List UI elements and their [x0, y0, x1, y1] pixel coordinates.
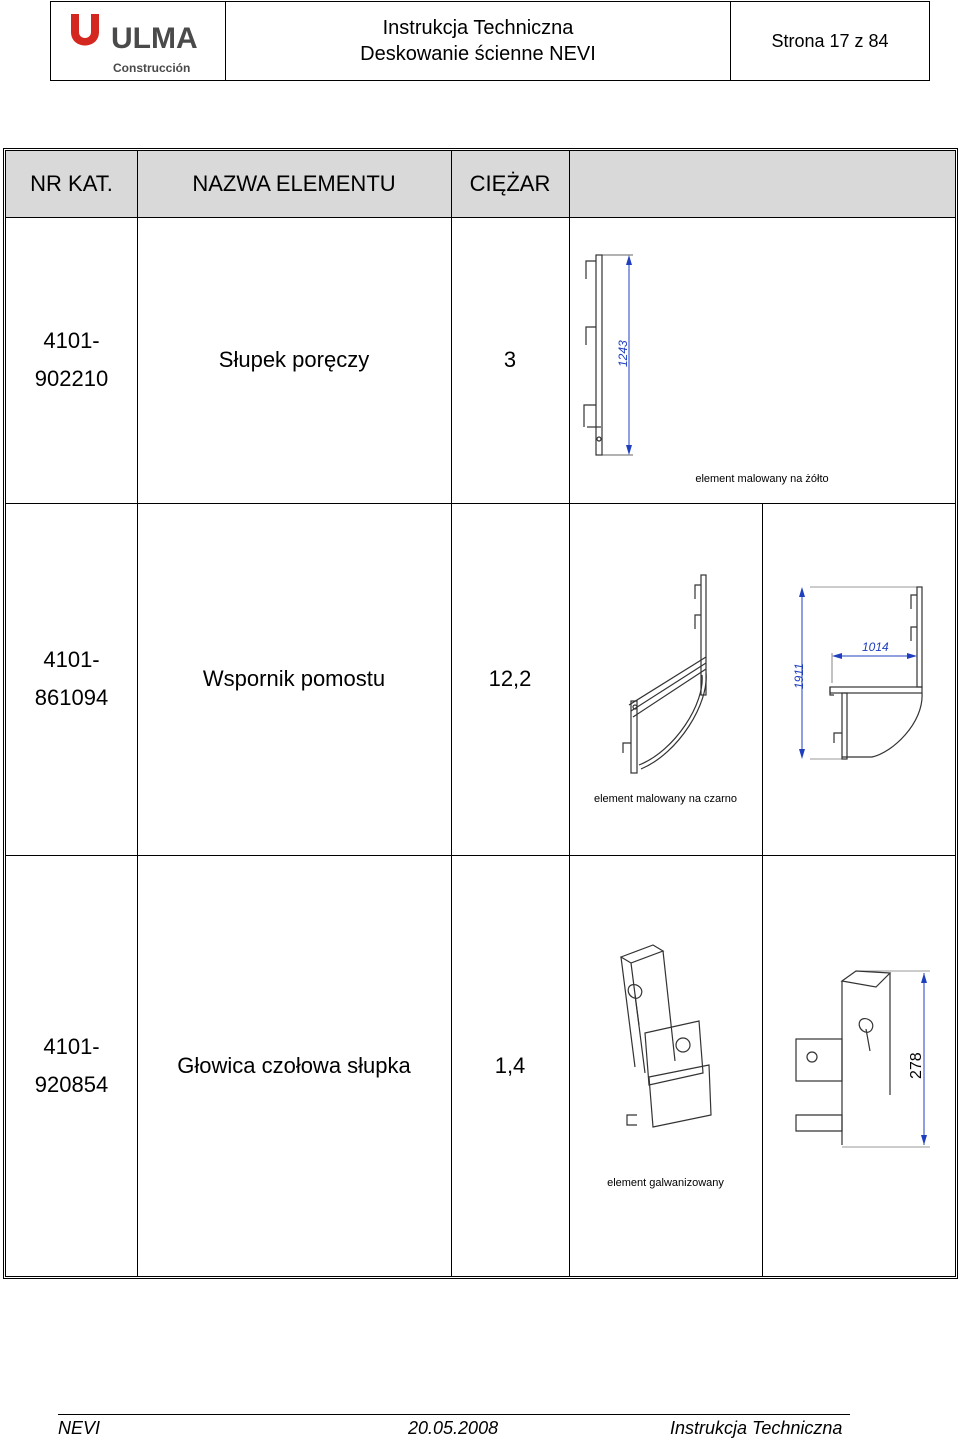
railing-post-drawing	[569, 217, 955, 503]
svg-text:Construcción: Construcción	[113, 61, 191, 75]
table-row-2-name: Wspornik pomostu	[202, 666, 386, 691]
document-title	[226, 2, 731, 80]
dimension-height: 1243	[616, 340, 630, 367]
footer-divider	[58, 1414, 850, 1415]
svg-text:ULMA: ULMA	[111, 22, 198, 55]
catalog-line-2: 902210	[34, 366, 109, 391]
dimension-height: 1911	[792, 663, 806, 689]
post-head-side-drawing	[762, 855, 955, 1175]
catalog-line-2: 861094	[34, 685, 109, 710]
post-head-iso-drawing	[569, 855, 762, 1175]
ulma-logo-icon	[51, 2, 223, 80]
table-row-1-weight: 3	[503, 347, 517, 372]
table-row-3-catalog	[6, 855, 137, 1276]
company-logo	[51, 2, 226, 80]
table-row-2-note: element malowany na czarno	[593, 793, 738, 805]
column-header-name: NAZWA ELEMENTU	[137, 151, 451, 217]
footer-doc-type: Instrukcja Techniczna	[670, 1418, 843, 1438]
page-header	[50, 1, 930, 81]
catalog-line-1: 4101-	[43, 647, 100, 672]
footer-date: 20.05.2008	[408, 1418, 499, 1438]
table-row-1-catalog	[6, 217, 137, 503]
column-header-catalog: NR KAT.	[6, 151, 137, 217]
platform-bracket-side-drawing	[762, 503, 955, 803]
title-line-1: Instrukcja Techniczna	[382, 17, 574, 39]
table-row-2-weight: 12,2	[488, 666, 532, 691]
dimension-height: 278	[908, 1052, 925, 1079]
table-row-1-name: Słupek poręczy	[218, 347, 370, 372]
platform-bracket-iso-drawing	[569, 503, 762, 803]
catalog-line-2: 920854	[34, 1071, 109, 1097]
dimension-width: 1014	[862, 640, 889, 654]
catalog-line-1: 4101-	[43, 1033, 100, 1059]
title-line-2: Deskowanie ścienne NEVI	[360, 43, 596, 65]
page-number: Strona 17 z 84	[771, 30, 889, 51]
column-header-image	[569, 151, 955, 217]
table-row-3-note: element galwanizowany	[607, 1177, 724, 1189]
table-row-3-weight: 1,4	[494, 1052, 526, 1078]
column-header-weight: CIĘŻAR	[451, 151, 569, 217]
footer-product: NEVI	[58, 1418, 101, 1438]
parts-table	[3, 148, 958, 1279]
table-row-1-note: element malowany na żółto	[695, 473, 829, 485]
catalog-line-1: 4101-	[43, 328, 100, 353]
table-row-3-name: Głowica czołowa słupka	[177, 1052, 411, 1078]
table-row-2-catalog	[6, 503, 137, 855]
